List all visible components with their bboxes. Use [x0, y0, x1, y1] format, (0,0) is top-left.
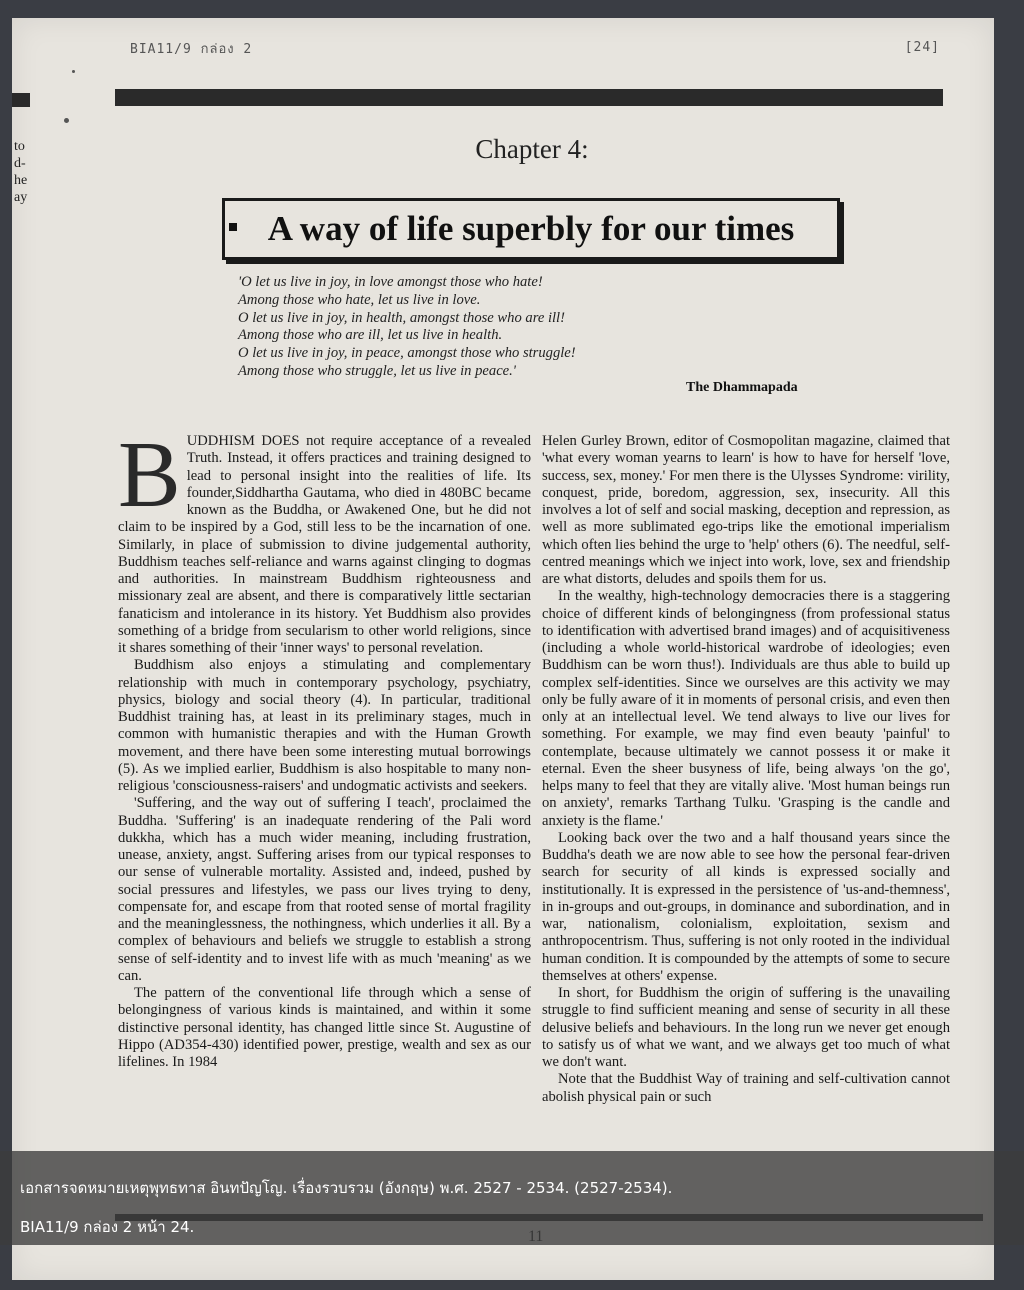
archive-caption-overlay — [0, 1151, 1024, 1245]
left-rule-fragment — [12, 93, 30, 107]
epigraph-source: The Dhammapada — [686, 380, 798, 395]
epigraph — [238, 274, 576, 381]
article-title: A way of life superbly for our times — [267, 209, 795, 248]
paragraph: BUDDHISM DOES not require acceptance of a revealed Truth. Instead, it offers practices and training designed to lead to personal insight into the realities of life. Its founder,Siddhartha Gautama, who died in 480BC became known as the Buddha, or Awakened One, but he did not claim to be inspired by a God, still less to be the incarnation of one. Similarly, in place of submission to divine judgemental authority, Buddhism teaches self-reliance and warns against clinging to dogmas and authorities. In mainstream Buddhism righteousness and missionary zeal are absent, and there is comparatively little sectarian fanaticism and intolerance in its history. Yet Buddhism also provides something of a bridge from secularism to other world religions, since it shares something of their 'inner ways' to personal revelation. — [118, 423, 531, 656]
paragraph: In the wealthy, high-technology democracies there is a staggering choice of different kinds of belongingness (from professional status to identification with advertised brand images) and of acquisitiveness (including a whole world-historical wardrobe of ideologies; even Buddhism can be worn thus!). Individuals are thus able to build up complex self-identities. Since we ourselves are this activity we may only be fully aware of it in moments of personal crisis, and even then only at an intellectual level. We tend always to live our lives for something. For example, we may find even beauty 'painful' to contemplate, because ultimately we cannot possess it or make it eternal. Even the sheer busyness of life, being always 'on the go', helps many to feel that they are vitally alive. 'Most human beings run on anxiety', remarks Tarthang Tulku. 'Grasping is the candle and anxiety is the flame.' — [542, 588, 950, 829]
paragraph: 'Suffering, and the way out of suffering I teach', proclaimed the Buddha. 'Suffering' is an inadequate rendering of the Pali word dukkha, which has a much wider meaning, including frustration, unease, anxiety, angst. Suffering arises from our typical responses to our sense of vulnerable mortality. Assisted and, indeed, pushed by social pressures and lifestyles, we pass our lives trying to deny, compensate for, and escape from that rooted sense of mortal fragility and the meaninglessness, the nothingness, which underlies it all. By a complex of behaviours and beliefs we struggle to establish a strong sense of self-identity and to invest life with as much 'meaning' as we can. — [118, 795, 531, 984]
epigraph-line: Among those who struggle, let us live in peace.' — [238, 362, 516, 379]
right-column — [542, 433, 950, 1106]
scan-speck — [64, 118, 69, 123]
handwritten-archive-ref: BIA11/9 กล่อง 2 — [130, 42, 253, 57]
epigraph-line: O let us live in joy, in peace, amongst those who struggle! — [238, 345, 576, 362]
epigraph-line: Among those who are ill, let us live in health. — [238, 327, 503, 344]
paragraph: Note that the Buddhist Way of training and self-cultivation cannot abolish physical pain or such — [542, 1071, 950, 1105]
paragraph: Helen Gurley Brown, editor of Cosmopolitan magazine, claimed that 'what every woman yearns to learn' is how to have for herself 'love, success, sex, money.' For men there is the Ulysses Syndrome: virility, conquest, pride, boredom, aggression, sex, insecurity. All this involves a lot of self and social masking, deception and repression, as well as more sublimated ego-trips like the emotional imperialism which often lies behind the urge to 'help' others (6). The needful, self-centred meanings which we inject into work, love, sex and friendship are what distorts, deludes and spoils them for us. — [542, 433, 950, 587]
caption-reference: BIA11/9 กล่อง 2 หน้า 24. — [20, 1218, 195, 1236]
epigraph-line: 'O let us live in joy, in love amongst those who hate! — [238, 274, 543, 290]
top-rule — [115, 89, 943, 106]
caption-title: เอกสารจดหมายเหตุพุทธทาส อินทปัญโญ. เรื่องรวบรวม (อังกฤษ) พ.ศ. 2527 - 2534. (2527-2534). — [20, 1179, 673, 1197]
epigraph-line: Among those who hate, let us live in love. — [238, 291, 481, 308]
previous-page-margin-text: to d- he ay — [14, 139, 28, 205]
paragraph: Buddhism also enjoys a stimulating and complementary relationship with much in contemporary psychology, psychiatry, physics, biology and social theory (4). In particular, traditional Buddhist training has, at least in its preliminary stages, much in common with humanistic therapies and with the Human Growth movement, and there have been some interesting mutual borrowings (5). As we implied earlier, Buddhism is also hospitable to many non-religious 'consciousness-raisers' and undogmatic activists and seekers. — [118, 657, 531, 794]
chapter-heading: Chapter 4: — [475, 134, 589, 164]
title-box — [222, 198, 840, 260]
paragraph: Looking back over the two and a half thousand years since the Buddha's death we are now able to see how the personal fear-driven search for security of all kinds is expressed socially and institutionally. It is expressed in the persistence of 'us-and-themness', in in-groups and out-groups, in dominance and subordination, and in war, nationalism, colonialism, exploitation, sexism and anthropocentrism. Thus, suffering is not only rooted in the individual human condition. It is compounded by the attempts of some to secure themselves at others' expense. — [542, 829, 950, 984]
title-bullet — [229, 223, 237, 231]
scanned-page — [12, 18, 994, 1280]
paragraph: The pattern of the conventional life through which a sense of belongingness of various kinds is maintained, and within it some distinctive personal identity, has changed little since St. Augustine of Hippo (AD354-430) identified power, prestige, wealth and sex as our lifelines. In 1984 — [118, 985, 531, 1070]
drop-cap: B — [118, 423, 181, 527]
left-column — [118, 423, 531, 1071]
epigraph-line: O let us live in joy, in health, amongst those who are ill! — [238, 309, 565, 326]
scan-speck — [72, 70, 75, 73]
paragraph: In short, for Buddhism the origin of suffering is the unavailing struggle to find sufficient meaning and sense of security in all these delusive beliefs and behaviours. In the long run we never get enough to satisfy us of what we want, and we always get too much of what we don't want. — [542, 985, 950, 1070]
handwritten-page-ref: [24] — [904, 40, 940, 55]
